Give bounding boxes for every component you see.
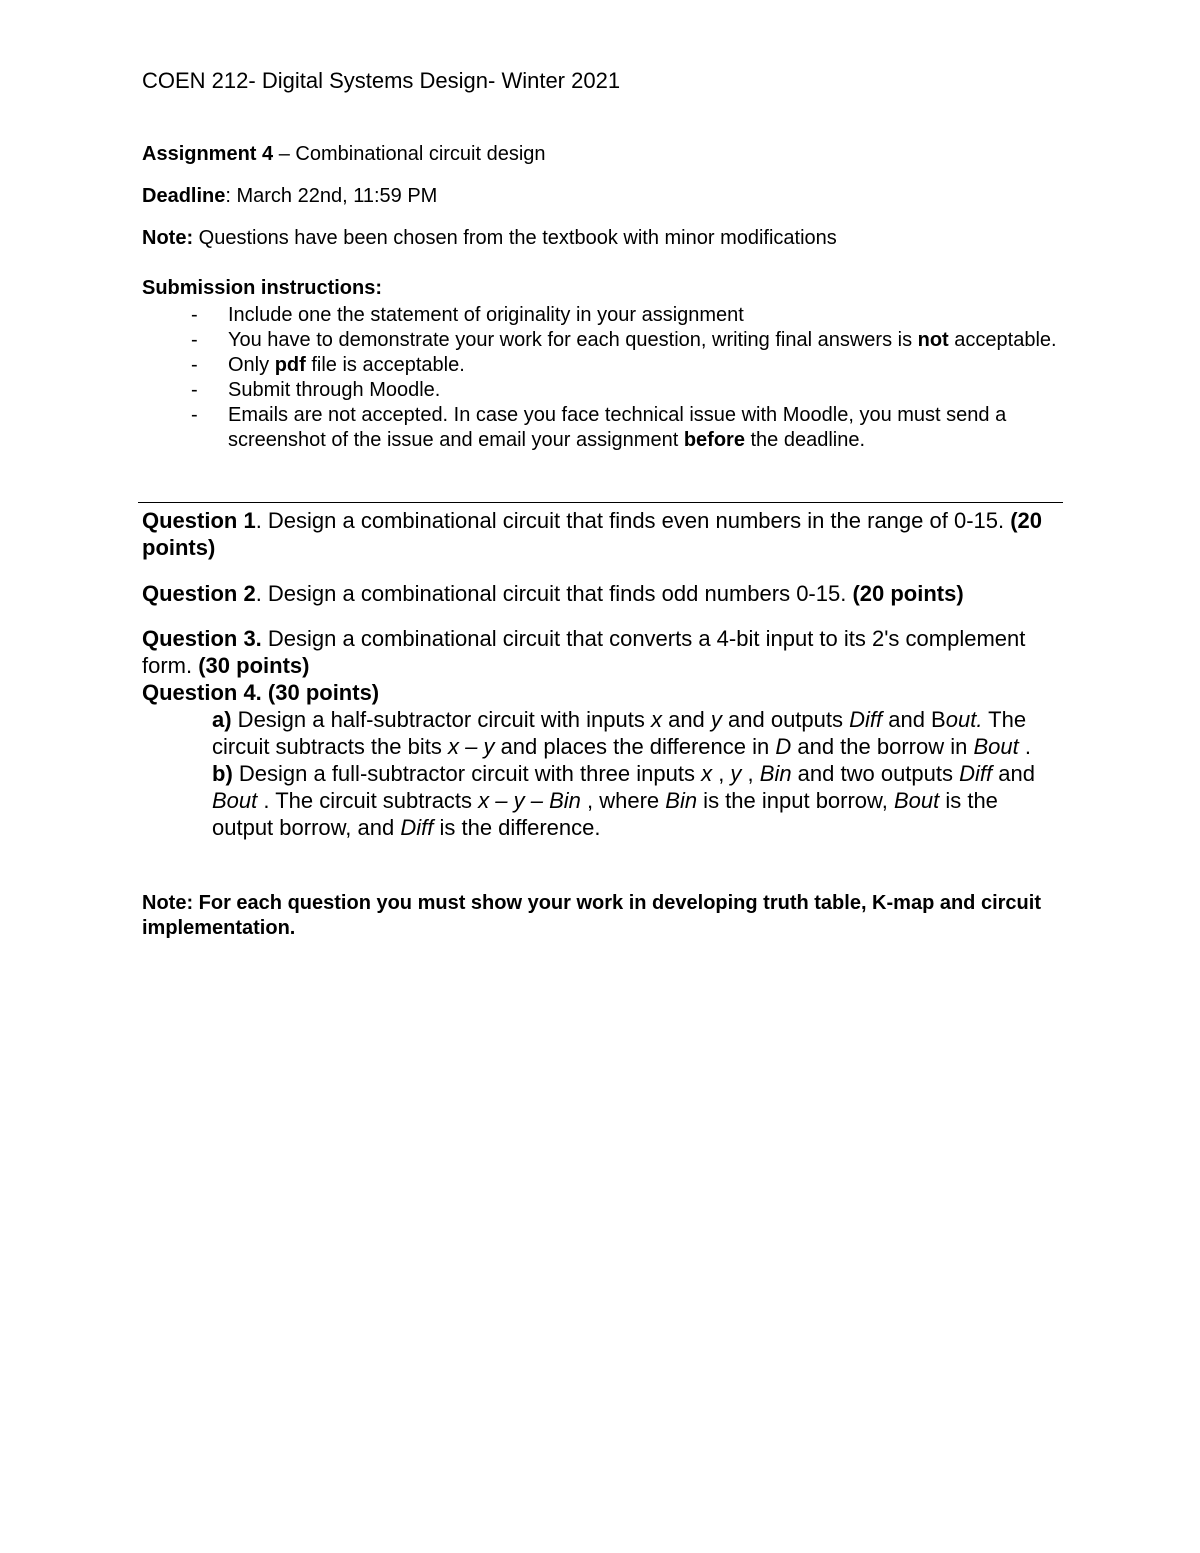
list-item: - Only pdf file is acceptable. — [191, 354, 465, 376]
submission-heading: Submission instructions: — [142, 277, 383, 299]
list-item: - You have to demonstrate your work for each question, writing final answers is not acceptable. — [191, 329, 1057, 351]
question-4-part-b: b) Design a full-subtractor circuit with three inputs x , y , Bin and two outputs Diff and Bout . The circuit subtracts x – y – Bin , where Bin is the input borrow, Bout is the output borrow, and Diff is the difference. — [212, 761, 1035, 840]
deadline-line — [142, 185, 437, 208]
question-1: Question 1. Design a combinational circuit that finds even numbers in the range of 0-15. (20 points) — [142, 508, 1043, 560]
dash-marker: - — [191, 329, 198, 351]
dash-marker: - — [191, 304, 198, 326]
dash-marker: - — [191, 404, 198, 426]
assignment-sep: – — [273, 143, 296, 165]
horizontal-rule — [138, 502, 1063, 503]
question-4-part-a: a) Design a half-subtractor circuit with inputs x and y and outputs Diff and Bout. The circuit subtracts the bits x – y and places the difference in D and the borrow in Bout . — [212, 707, 1031, 759]
assignment-topic: Combinational circuit design — [295, 143, 546, 165]
deadline-label: Deadline — [142, 185, 226, 207]
list-item: - Include one the statement of originality in your assignment — [191, 304, 744, 326]
note-line — [142, 227, 837, 250]
assignment-line — [142, 143, 546, 166]
assignment-label: Assignment 4 — [142, 143, 274, 165]
submission-list — [142, 303, 1062, 453]
question-4 — [142, 679, 1057, 841]
list-item: - Submit through Moodle. — [191, 379, 441, 401]
deadline-value: : March 22nd, 11:59 PM — [225, 185, 438, 207]
note-text: Questions have been chosen from the textbook with minor modifications — [193, 227, 837, 249]
final-note: Note: For each question you must show your work in developing truth table, K-map and circuit implementation. — [142, 892, 1041, 939]
question-3: Question 3. Design a combinational circuit that converts a 4-bit input to its 2's complement form. (30 points) — [142, 626, 1026, 678]
note-label: Note: — [142, 227, 194, 249]
question-4-heading: Question 4. (30 points) — [142, 680, 380, 705]
dash-marker: - — [191, 354, 198, 376]
question-2: Question 2. Design a combinational circuit that finds odd numbers 0-15. (20 points) — [142, 581, 964, 606]
dash-marker: - — [191, 379, 198, 401]
course-title: COEN 212- Digital Systems Design- Winter 2021 — [142, 68, 621, 93]
list-item: - Emails are not accepted. In case you face technical issue with Moodle, you must send a screenshot of the issue and email your assignment before the deadline. — [191, 404, 1007, 451]
